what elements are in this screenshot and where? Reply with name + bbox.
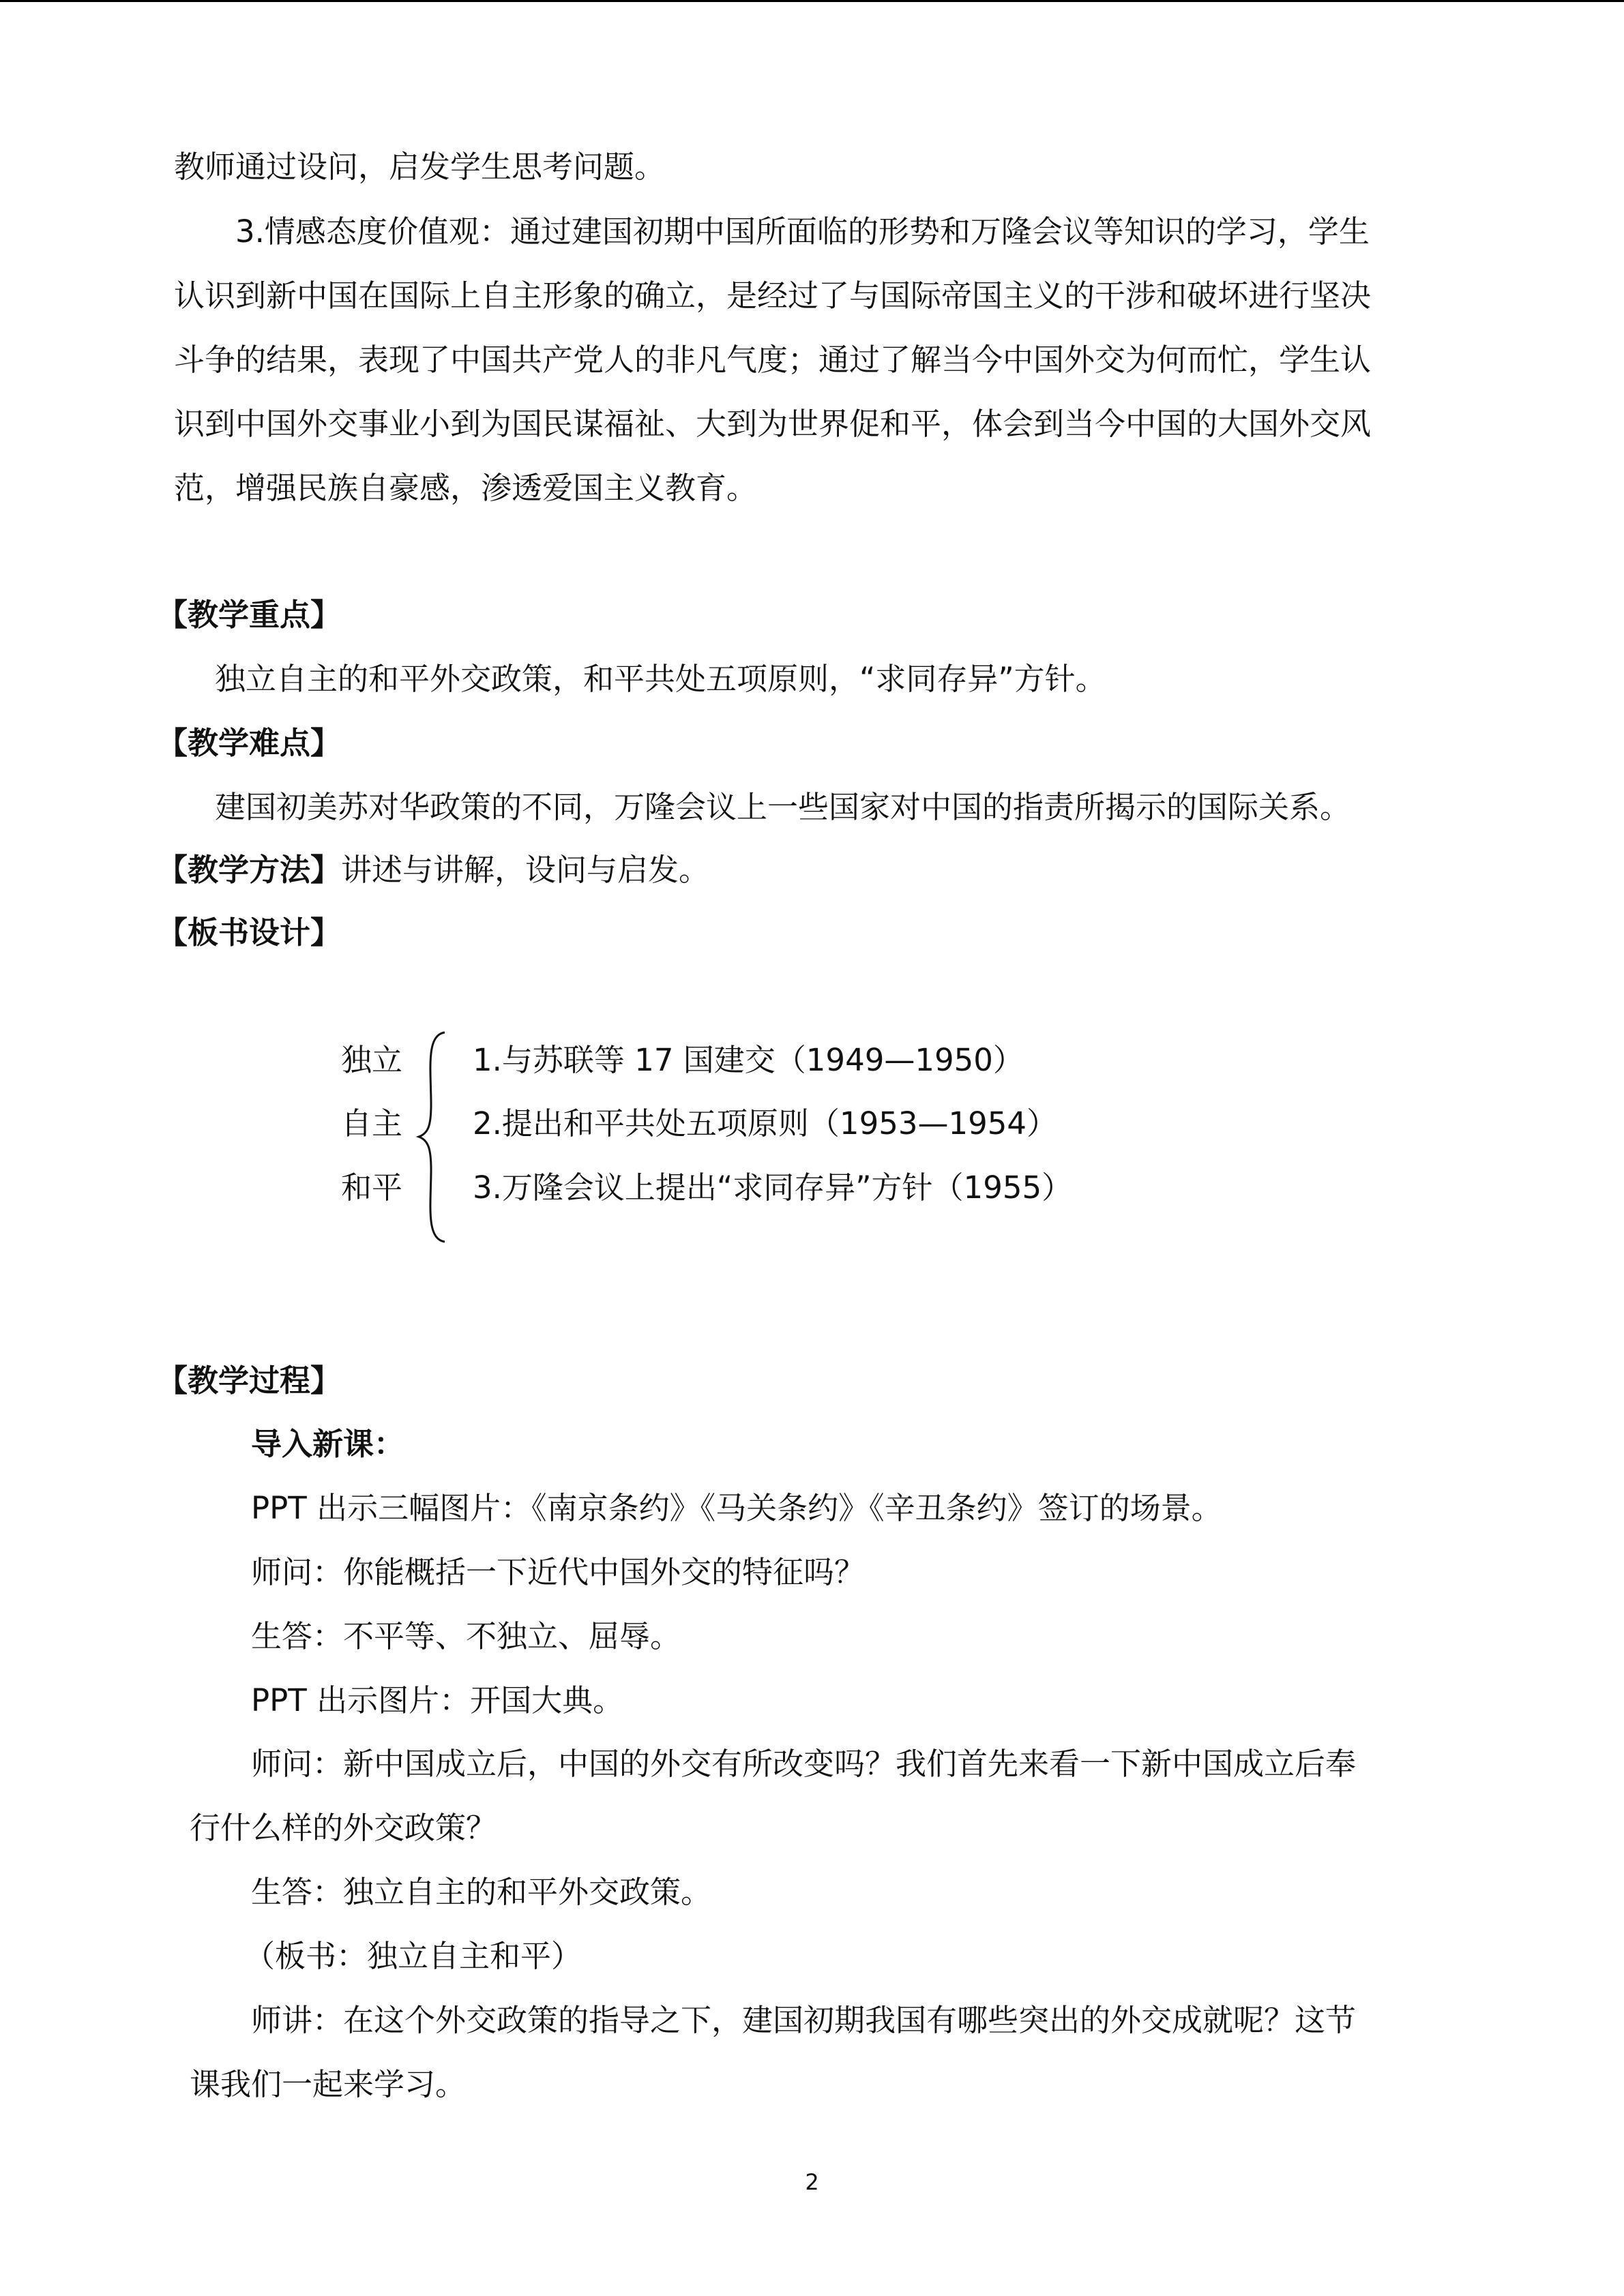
- process-line: 生答：独立自主的和平外交政策。: [251, 1874, 712, 1910]
- process-line: 师问：你能概括一下近代中国外交的特征吗？: [251, 1554, 866, 1590]
- board-label: 和平: [341, 1169, 403, 1206]
- objective-item3-line: 斗争的结果，表现了中国共产党人的非凡气度；通过了解当今中国外交为何而忙，学生认: [174, 342, 1372, 378]
- board-brace: [416, 1030, 450, 1244]
- board-label: 独立: [341, 1042, 403, 1078]
- process-subheading: 导入新课：: [251, 1426, 405, 1462]
- process-heading: 【教学过程】: [157, 1362, 342, 1399]
- objective-item3-line: 识到中国外交事业小到为国民谋福祉、大到为世界促和平，体会到当今中国的大国外交风: [174, 406, 1372, 442]
- process-line: PPT 出示图片：开国大典。: [251, 1682, 624, 1718]
- key-points-text: 独立自主的和平外交政策，和平共处五项原则，“求同存异”方针。: [215, 661, 1106, 697]
- process-line: （板书：独立自主和平）: [244, 1938, 582, 1974]
- methods-line: [157, 850, 709, 891]
- board-item: 1.与苏联等 17 国建交（1949—1950）: [473, 1042, 1024, 1078]
- objective-item3-line: 3.情感态度价值观：通过建国初期中国所面临的形势和万隆会议等知识的学习，学生: [235, 213, 1370, 250]
- top-rule: [0, 0, 1624, 2]
- board-item: 3.万隆会议上提出“求同存异”方针（1955）: [473, 1169, 1073, 1206]
- process-line: 生答：不平等、不独立、屈辱。: [251, 1618, 681, 1654]
- key-points-heading: 【教学重点】: [157, 597, 342, 633]
- methods-heading: 【教学方法】: [157, 852, 342, 888]
- process-line: 师问：新中国成立后，中国的外交有所改变吗？我们首先来看一下新中国成立后奉: [251, 1746, 1357, 1782]
- board-label: 自主: [341, 1105, 403, 1142]
- board-design-heading: 【板书设计】: [157, 914, 342, 951]
- methods-text: 讲述与讲解，设问与启发。: [341, 852, 710, 888]
- objective-line: 教师通过设问，启发学生思考问题。: [174, 149, 666, 185]
- process-line: 行什么样的外交政策？: [190, 1810, 497, 1846]
- process-line: PPT 出示三幅图片：《南京条约》《马关条约》《辛丑条约》签订的场景。: [251, 1490, 1222, 1526]
- board-item: 2.提出和平共处五项原则（1953—1954）: [473, 1105, 1057, 1142]
- objective-item3-line: 认识到新中国在国际上自主形象的确立，是经过了与国际帝国主义的干涉和破坏进行坚决: [174, 278, 1372, 314]
- process-line: 课我们一起来学习。: [190, 2066, 467, 2102]
- difficulties-heading: 【教学难点】: [157, 725, 342, 761]
- page-number: 2: [805, 2169, 819, 2195]
- process-line: 师讲：在这个外交政策的指导之下，建国初期我国有哪些突出的外交成就呢？这节: [251, 2002, 1357, 2038]
- difficulties-text: 建国初美苏对华政策的不同，万隆会议上一些国家对中国的指责所揭示的国际关系。: [215, 789, 1351, 825]
- objective-item3-line: 范，增强民族自豪感，渗透爱国主义教育。: [174, 470, 758, 506]
